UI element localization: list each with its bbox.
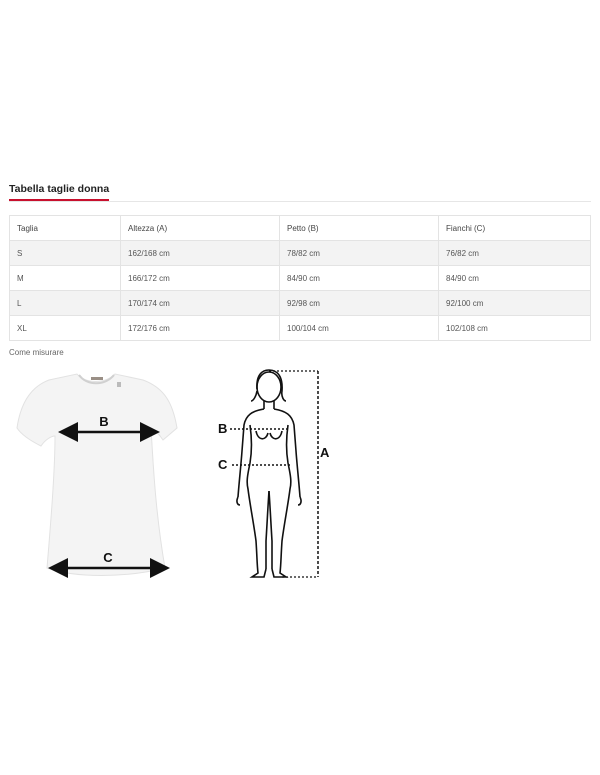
header-height: Altezza (A)	[121, 216, 280, 241]
cell-height: 162/168 cm	[121, 241, 280, 266]
cell-size: L	[10, 291, 121, 316]
body-hips-letter: C	[218, 457, 228, 472]
neck-label-icon	[91, 377, 103, 380]
cell-chest: 78/82 cm	[280, 241, 439, 266]
table-row	[10, 266, 591, 291]
body-illustration	[212, 365, 342, 585]
cell-hips: 76/82 cm	[439, 241, 591, 266]
cell-size: S	[10, 241, 121, 266]
table-row	[10, 241, 591, 266]
cell-hips: 92/100 cm	[439, 291, 591, 316]
body-height-letter: A	[320, 445, 330, 460]
size-chart-title: Tabella taglie donna	[9, 183, 110, 195]
cell-size: M	[10, 266, 121, 291]
cell-chest: 84/90 cm	[280, 266, 439, 291]
tshirt-illustration	[15, 370, 180, 585]
size-table	[9, 215, 591, 341]
title-divider	[9, 201, 591, 202]
body-chest-letter: B	[218, 421, 228, 436]
tshirt-chest-letter: B	[99, 414, 109, 429]
tshirt-hem-letter: C	[103, 550, 113, 565]
cell-chest: 92/98 cm	[280, 291, 439, 316]
header-chest: Petto (B)	[280, 216, 439, 241]
tshirt-shape-icon	[17, 374, 177, 576]
header-size: Taglia	[10, 216, 121, 241]
cell-height: 172/176 cm	[121, 316, 280, 341]
cell-height: 170/174 cm	[121, 291, 280, 316]
how-to-measure-label: Come misurare	[9, 348, 64, 357]
cell-hips: 102/108 cm	[439, 316, 591, 341]
cell-height: 166/172 cm	[121, 266, 280, 291]
table-header-row	[10, 216, 591, 241]
cell-chest: 100/104 cm	[280, 316, 439, 341]
cell-hips: 84/90 cm	[439, 266, 591, 291]
female-body-icon	[237, 370, 301, 577]
table-row	[10, 316, 591, 341]
header-hips: Fianchi (C)	[439, 216, 591, 241]
table-row	[10, 291, 591, 316]
cell-size: XL	[10, 316, 121, 341]
